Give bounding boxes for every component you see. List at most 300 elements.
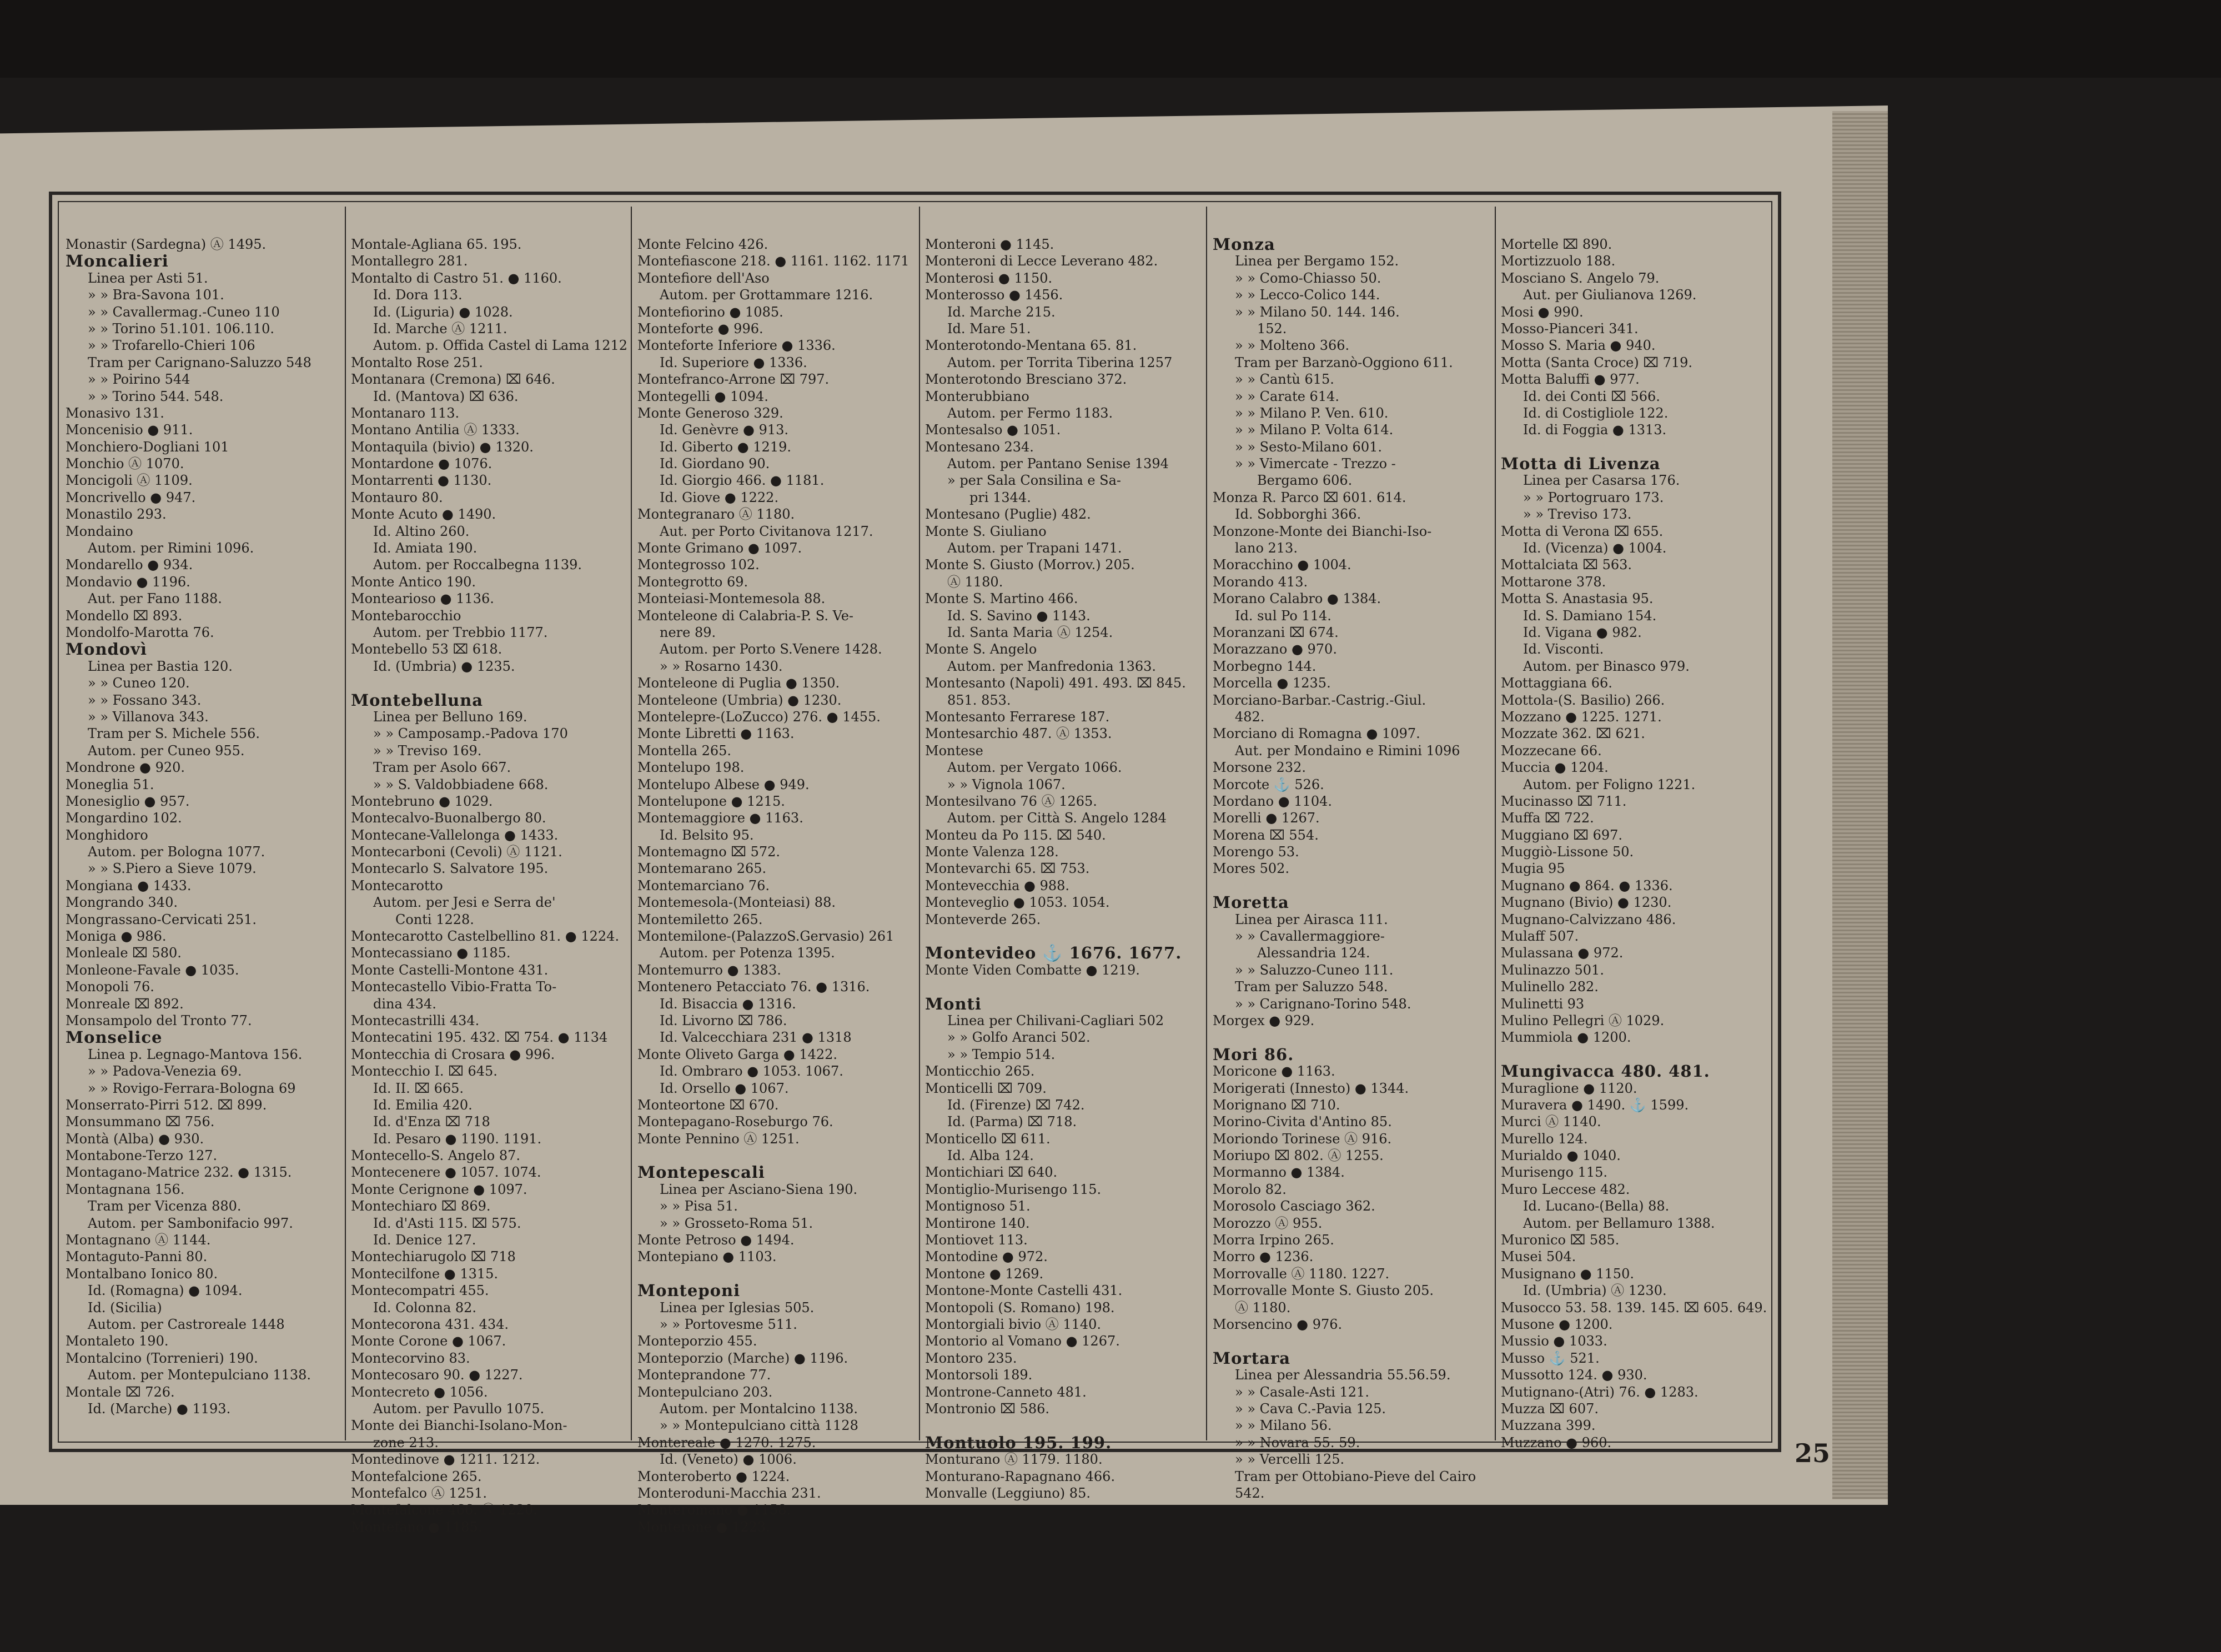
- index-entry: » » S. Valdobbiadene 668.: [373, 776, 549, 792]
- index-entry: Mondarello ● 934.: [66, 557, 193, 573]
- index-entry: » » Villanova 343.: [88, 709, 209, 725]
- index-column-3: [637, 236, 921, 1535]
- index-entry: [1213, 877, 1496, 894]
- index-entry: Id. (Romagna) ● 1094.: [88, 1283, 243, 1299]
- index-entry: Morano Calabro ● 1384.: [1213, 591, 1381, 607]
- index-entry: » » Fossano 343.: [88, 692, 202, 708]
- index-entry: Monteu da Po 115. ⌧ 540.: [925, 827, 1106, 843]
- index-entry: Montechiaro ⌧ 869.: [351, 1198, 491, 1214]
- index-entry: Mulinazzo 501.: [1501, 962, 1604, 978]
- index-entry: Montaleto 190.: [66, 1333, 169, 1349]
- index-entry: » » Molteno 366.: [1235, 338, 1350, 354]
- index-entry: Montefalco Ⓐ 1251.: [351, 1485, 488, 1501]
- index-entry: Mucinasso ⌧ 711.: [1501, 793, 1627, 809]
- index-entry: Autom. per Fermo 1183.: [947, 405, 1113, 421]
- index-entry: Moniga ● 986.: [66, 928, 167, 945]
- index-entry: Mondaino: [66, 523, 133, 539]
- index-entry: Montà (Alba) ● 930.: [66, 1131, 204, 1147]
- index-entry: Montaguto-Panni 80.: [66, 1249, 208, 1265]
- index-column-2: [351, 236, 634, 1535]
- index-entry: Mulino Pellegri Ⓐ 1029.: [1501, 1012, 1665, 1028]
- index-entry: Moncrivello ● 947.: [66, 489, 196, 505]
- index-entry: Id. Mare 51.: [947, 320, 1031, 337]
- index-entry: Id. (Parma) ⌧ 718.: [947, 1114, 1077, 1130]
- index-entry: » » Treviso 169.: [373, 742, 482, 759]
- index-entry: Monte S. Giuliano: [925, 523, 1047, 539]
- index-entry: Mozzate 362. ⌧ 621.: [1501, 726, 1645, 742]
- index-entry: Bergamo 606.: [1257, 473, 1353, 489]
- index-entry: Montagano-Matrice 232. ● 1315.: [66, 1164, 292, 1181]
- index-entry: Montefranco-Arrone ⌧ 797.: [637, 371, 830, 388]
- index-entry: Id. (Umbria) ● 1235.: [373, 658, 515, 674]
- index-entry: Monte Valenza 128.: [925, 844, 1059, 860]
- index-entry: zone 213.: [373, 1434, 439, 1450]
- index-entry: Morazzano ● 970.: [1213, 641, 1337, 657]
- index-entry: Id. (Umbria) Ⓐ 1230.: [1523, 1283, 1667, 1299]
- index-entry: [1213, 1029, 1496, 1046]
- index-entry: » » Saluzzo-Cuneo 111.: [1235, 962, 1394, 978]
- index-entry: Id. Sobborghi 366.: [1235, 506, 1361, 523]
- index-entry: Monteleone di Calabria-P. S. Ve-: [637, 607, 854, 624]
- index-entry: Mortelle ⌧ 890.: [1501, 237, 1612, 252]
- index-entry: Montevarchi 65. ⌧ 753.: [925, 861, 1090, 877]
- index-entry: Montecatini 195. 432. ⌧ 754. ● 1134: [351, 1030, 608, 1046]
- index-entry: » » Carignano-Torino 548.: [1235, 996, 1411, 1012]
- index-entry: Morciano di Romagna ● 1097.: [1213, 726, 1420, 742]
- section-heading: Moretta: [1213, 893, 1289, 912]
- index-entry: Id. Visconti.: [1523, 641, 1604, 657]
- index-entry: Monte Pennino Ⓐ 1251.: [637, 1131, 800, 1147]
- index-entry: Montedinove ● 1211. 1212.: [351, 1452, 540, 1468]
- index-entry: » » Sesto-Milano 601.: [1235, 439, 1382, 455]
- index-entry: Mottarone 378.: [1501, 574, 1606, 590]
- index-entry: Montese: [925, 742, 983, 759]
- index-entry: [351, 675, 634, 691]
- index-entry: Mulinetti 93: [1501, 996, 1585, 1012]
- index-entry: Montagnana 156.: [66, 1181, 185, 1197]
- index-entry: » » Tempio 514.: [947, 1046, 1056, 1062]
- section-heading: Monselice: [66, 1028, 163, 1047]
- index-entry: Alessandria 124.: [1257, 945, 1370, 961]
- index-entry: Monterubbiano: [925, 388, 1029, 404]
- index-entry: Autom. per Torrita Tiberina 1257: [947, 354, 1173, 370]
- index-entry: Mormanno ● 1384.: [1213, 1164, 1345, 1181]
- index-entry: Montepiano ● 1103.: [637, 1249, 777, 1265]
- index-entry: Montesarchio 487. Ⓐ 1353.: [925, 726, 1112, 742]
- index-entry: Montagnano Ⓐ 1144.: [66, 1232, 211, 1248]
- section-heading: Montevideo ⚓ 1676. 1677.: [925, 943, 1182, 963]
- index-entry: » » Vimercate - Trezzo -: [1235, 456, 1396, 472]
- index-entry: Montesilvano 76 Ⓐ 1265.: [925, 793, 1097, 809]
- index-entry: » » Milano P. Volta 614.: [1235, 422, 1394, 438]
- index-entry: Muffa ⌧ 722.: [1501, 810, 1594, 826]
- index-entry: Montecarotto: [351, 877, 443, 893]
- index-entry: Monteroduni-Macchia 231.: [637, 1485, 821, 1501]
- index-entry: Tram per Ottobiano-Pieve del Cairo: [1235, 1468, 1476, 1484]
- index-entry: » » Casale-Asti 121.: [1235, 1384, 1369, 1400]
- index-entry: Montefalcone 466. Ⓐ 1220.: [351, 1502, 537, 1518]
- index-entry: » per Sala Consilina e Sa-: [947, 473, 1122, 489]
- index-entry: Montelupo Albese ● 949.: [637, 776, 810, 792]
- index-entry: Aut. per Fano 1188.: [88, 591, 222, 607]
- index-entry: Muronico ⌧ 585.: [1501, 1232, 1620, 1248]
- index-entry: Morro ● 1236.: [1213, 1249, 1314, 1265]
- index-entry: 851. 853.: [947, 692, 1011, 708]
- index-entry: Id. S. Damiano 154.: [1523, 607, 1657, 624]
- index-entry: Mosso-Pianceri 341.: [1501, 320, 1639, 337]
- index-entry: Mordano ● 1104.: [1213, 793, 1332, 809]
- index-entry: Morsone 232.: [1213, 760, 1306, 776]
- index-entry: Linea per Asciano-Siena 190.: [660, 1181, 858, 1197]
- index-entry: Mulinello 282.: [1501, 979, 1599, 995]
- index-entry: nere 89.: [660, 624, 716, 640]
- index-entry: Linea per Alessandria 55.56.59.: [1235, 1367, 1451, 1383]
- index-entry: » » Vercelli 125.: [1235, 1452, 1345, 1468]
- index-entry: Murci Ⓐ 1140.: [1501, 1114, 1601, 1130]
- index-entry: Morigerati (Innesto) ● 1344.: [1213, 1080, 1409, 1096]
- index-entry: Monte Cerignone ● 1097.: [351, 1181, 527, 1197]
- index-entry: Morolo 82.: [1213, 1181, 1287, 1197]
- index-entry: Tram per Asolo 667.: [373, 760, 511, 776]
- index-entry: Montebruno ● 1029.: [351, 793, 493, 809]
- index-entry: [1501, 439, 1784, 455]
- index-entry: Id. Giorgio 466. ● 1181.: [660, 473, 825, 489]
- index-entry: Montecarboni (Cevoli) Ⓐ 1121.: [351, 844, 562, 860]
- index-entry: Montecane-Vallelonga ● 1433.: [351, 827, 559, 843]
- index-entry: Monchiero-Dogliani 101: [66, 439, 229, 455]
- index-entry: » » Grosseto-Roma 51.: [660, 1215, 813, 1231]
- index-entry: Monte Generoso 329.: [637, 405, 783, 421]
- index-entry: Linea per Belluno 169.: [373, 709, 527, 725]
- index-entry: Montegelli ● 1094.: [637, 388, 768, 404]
- index-entry: Montecenere ● 1057. 1074.: [351, 1164, 541, 1181]
- index-column-6: [1501, 236, 1784, 1450]
- index-entry: Muraglione ● 1120.: [1501, 1080, 1637, 1096]
- index-entry: Moranzani ⌧ 674.: [1213, 624, 1339, 640]
- index-entry: Id. Emilia 420.: [373, 1097, 473, 1113]
- index-entry: Monte Oliveto Garga ● 1422.: [637, 1046, 837, 1062]
- index-entry: Montemiletto 265.: [637, 911, 763, 927]
- index-entry: Morcella ● 1235.: [1213, 675, 1331, 691]
- index-entry: Linea per Bastia 120.: [88, 658, 233, 674]
- index-entry: Montegrosso 102.: [637, 557, 760, 573]
- index-entry: Monte S. Martino 466.: [925, 591, 1078, 607]
- index-entry: Monte Antico 190.: [351, 574, 476, 590]
- index-entry: 482.: [1235, 709, 1265, 725]
- index-entry: Id. Amiata 190.: [373, 540, 478, 556]
- index-entry: Monte Corone ● 1067.: [351, 1333, 506, 1349]
- index-entry: Monte Petroso ● 1494.: [637, 1232, 795, 1248]
- index-entry: » » S.Piero a Sieve 1079.: [88, 861, 257, 877]
- index-entry: Mottola-(S. Basilio) 266.: [1501, 692, 1665, 708]
- index-entry: Autom. per Grottammare 1216.: [660, 287, 873, 303]
- index-entry: » » Portovesme 511.: [660, 1317, 797, 1332]
- index-entry: Id. Dora 113.: [373, 287, 463, 303]
- index-entry: Mosciano S. Angelo 79.: [1501, 270, 1660, 286]
- index-entry: Id. II. ⌧ 665.: [373, 1080, 464, 1096]
- index-entry: Morozzo Ⓐ 955.: [1213, 1215, 1323, 1231]
- index-entry: Linea p. Legnago-Mantova 156.: [88, 1046, 303, 1062]
- index-entry: [1213, 1333, 1496, 1349]
- index-entry: Monteortone ⌧ 670.: [637, 1097, 779, 1113]
- index-entry: Tram per Barzanò-Oggiono 611.: [1235, 354, 1453, 370]
- index-entry: Autom. per Montepulciano 1138.: [88, 1367, 311, 1383]
- index-entry: Mugnano-Calvizzano 486.: [1501, 911, 1676, 927]
- index-entry: Montemilone-(PalazzoS.Gervasio) 261: [637, 928, 895, 945]
- index-entry: Muravera ● 1490. ⚓ 1599.: [1501, 1097, 1689, 1113]
- index-entry: Moncigoli Ⓐ 1109.: [66, 473, 193, 489]
- index-entry: » » Montepulciano città 1128: [660, 1418, 858, 1434]
- index-entry: Montecorona 431. 434.: [351, 1317, 509, 1332]
- index-entry: Monesiglio ● 957.: [66, 793, 190, 809]
- index-entry: Mottalciata ⌧ 563.: [1501, 557, 1632, 573]
- index-entry: Montecchio I. ⌧ 645.: [351, 1063, 498, 1079]
- index-entry: » » Camposamp.-Padova 170: [373, 726, 568, 742]
- index-entry: Montemagno ⌧ 572.: [637, 844, 781, 860]
- index-entry: Montano Antilia Ⓐ 1333.: [351, 422, 520, 438]
- index-entry: Morengo 53.: [1213, 844, 1299, 860]
- index-entry: Monteforte Inferiore ● 1336.: [637, 338, 836, 354]
- index-entry: Autom. per Trebbio 1177.: [373, 624, 548, 640]
- index-entry: Id. Vigana ● 982.: [1523, 624, 1642, 640]
- index-entry: Id. Orsello ● 1067.: [660, 1080, 789, 1096]
- index-entry: Motta S. Anastasia 95.: [1501, 591, 1654, 607]
- index-entry: Aut. per Porto Civitanova 1217.: [660, 523, 873, 539]
- index-entry: Montecilfone ● 1315.: [351, 1266, 499, 1282]
- index-entry: Mozzano ● 1225. 1271.: [1501, 709, 1662, 725]
- index-entry: Muccia ● 1204.: [1501, 760, 1609, 776]
- index-entry: Montecosaro 90. ● 1227.: [351, 1367, 523, 1383]
- index-entry: Mondavio ● 1196.: [66, 574, 190, 590]
- index-entry: Monterotondo-Mentana 65. 81.: [925, 338, 1137, 354]
- index-entry: Autom. per Trapani 1471.: [947, 540, 1122, 556]
- index-entry: Monteiasi-Montemesola 88.: [637, 591, 826, 607]
- index-column-4: [925, 236, 1208, 1501]
- index-entry: Montemaggiore ● 1163.: [637, 810, 803, 826]
- index-entry: Montecchia di Crosara ● 996.: [351, 1046, 555, 1062]
- index-entry: » » Milano 56.: [1235, 1418, 1332, 1434]
- index-entry: Mummiola ● 1200.: [1501, 1030, 1631, 1046]
- index-entry: [925, 978, 1208, 995]
- index-entry: Aut. per Mondaino e Rimini 1096: [1235, 742, 1460, 759]
- index-entry: Monteporzio (Marche) ● 1196.: [637, 1350, 848, 1366]
- index-entry: Montesanto (Napoli) 491. 493. ⌧ 845.: [925, 675, 1186, 691]
- index-entry: pri 1344.: [969, 489, 1031, 505]
- index-entry: 152.: [1257, 320, 1287, 337]
- index-entry: » » Lecco-Colico 144.: [1235, 287, 1380, 303]
- index-entry: Musignano ● 1150.: [1501, 1266, 1634, 1282]
- index-entry: Motta Baluffi ● 977.: [1501, 371, 1640, 388]
- index-entry: » » Vignola 1067.: [947, 776, 1066, 792]
- index-entry: Moracchino ● 1004.: [1213, 557, 1351, 573]
- index-entry: Id. Superiore ● 1336.: [660, 354, 807, 370]
- index-entry: Mutignano-(Atri) 76. ● 1283.: [1501, 1384, 1699, 1400]
- index-entry: » » Padova-Venezia 69.: [88, 1063, 242, 1079]
- index-entry: Mussotto 124. ● 930.: [1501, 1367, 1647, 1383]
- index-entry: Muggiò-Lissone 50.: [1501, 844, 1634, 860]
- section-heading: Monteponi: [637, 1281, 741, 1300]
- index-entry: Id. Ombraro ● 1053. 1067.: [660, 1063, 843, 1079]
- index-entry: Montorgiali bivio Ⓐ 1140.: [925, 1317, 1102, 1332]
- index-entry: Montone ● 1269.: [925, 1266, 1044, 1282]
- index-entry: Monte Grimano ● 1097.: [637, 540, 802, 556]
- index-entry: » » Cavallermaggiore-: [1235, 928, 1385, 945]
- index-entry: Montenero Petacciato 76. ● 1316.: [637, 979, 870, 995]
- index-entry: Monleone-Favale ● 1035.: [66, 962, 239, 978]
- index-entry: Mongiana ● 1433.: [66, 877, 192, 893]
- index-entry: Ⓐ 1180.: [1235, 1299, 1291, 1315]
- index-entry: Muzzano ● 960.: [1501, 1434, 1612, 1450]
- index-entry: Id. d'Enza ⌧ 718: [373, 1114, 490, 1130]
- index-entry: Morcote ⚓ 526.: [1213, 776, 1324, 792]
- index-entry: Id. di Costigliole 122.: [1523, 405, 1669, 421]
- index-entry: » » Milano 50. 144. 146.: [1235, 304, 1400, 320]
- index-entry: Monterone ● 1223.: [637, 1519, 770, 1535]
- index-entry: Linea per Casarsa 176.: [1523, 473, 1680, 489]
- index-entry: 542.: [1235, 1485, 1265, 1501]
- index-entry: Id. S. Savino ● 1143.: [947, 607, 1091, 624]
- index-entry: Mongrando 340.: [66, 895, 178, 911]
- index-entry: » » Treviso 173.: [1523, 506, 1632, 523]
- index-entry: Montemarano 265.: [637, 861, 767, 877]
- index-entry: Montalto Rose 251.: [351, 354, 483, 370]
- index-entry: Montecassiano ● 1185.: [351, 945, 511, 961]
- index-entry: Tram per Carignano-Saluzzo 548: [88, 354, 311, 370]
- index-entry: Mondolfo-Marotta 76.: [66, 624, 214, 640]
- index-entry: Mozzecane 66.: [1501, 742, 1602, 759]
- index-entry: Id. (Liguria) ● 1028.: [373, 304, 513, 320]
- index-entry: Muzza ⌧ 607.: [1501, 1400, 1599, 1417]
- index-entry: Moriupo ⌧ 802. Ⓐ 1255.: [1213, 1148, 1384, 1164]
- index-entry: Autom. per Sambonifacio 997.: [88, 1215, 293, 1231]
- index-entry: Mondrone ● 920.: [66, 760, 185, 776]
- index-entry: Id. Genèvre ● 913.: [660, 422, 789, 438]
- index-entry: Monte dei Bianchi-Isolano-Mon-: [351, 1418, 567, 1434]
- index-entry: Autom. per Montalcino 1138.: [660, 1400, 858, 1417]
- index-entry: Montecastello Vibio-Fratta To-: [351, 979, 557, 995]
- section-heading: Montepescali: [637, 1163, 765, 1182]
- index-entry: Montereale ● 1270. 1275.: [637, 1434, 816, 1450]
- index-entry: » » Torino 51.101. 106.110.: [88, 320, 275, 337]
- index-entry: Montauro 80.: [351, 489, 443, 505]
- index-entry: Autom. per Jesi e Serra de': [373, 895, 556, 911]
- index-entry: Morosolo Casciago 362.: [1213, 1198, 1375, 1214]
- index-entry: Autom. per Cuneo 955.: [88, 742, 245, 759]
- index-entry: Moricone ● 1163.: [1213, 1063, 1335, 1079]
- index-entry: Monturano Ⓐ 1179. 1180.: [925, 1452, 1103, 1468]
- index-entry: Ⓐ 1180.: [947, 574, 1003, 590]
- index-entry: Montesalso ● 1051.: [925, 422, 1061, 438]
- index-entry: Id. d'Asti 115. ⌧ 575.: [373, 1215, 521, 1231]
- index-entry: Linea per Chilivani-Cagliari 502: [947, 1012, 1164, 1028]
- index-entry: Montarrenti ● 1130.: [351, 473, 492, 489]
- index-entry: » » Carate 614.: [1235, 388, 1339, 404]
- index-entry: » » Cavallermag.-Cuneo 110: [88, 304, 280, 320]
- index-entry: Montiglio-Murisengo 115.: [925, 1181, 1102, 1197]
- index-entry: Montefiorino ● 1085.: [637, 304, 783, 320]
- index-entry: Monticchio 265.: [925, 1063, 1035, 1079]
- index-entry: Id. Denice 127.: [373, 1232, 476, 1248]
- index-entry: Tram per Vicenza 880.: [88, 1198, 242, 1214]
- index-entry: Id. (Sicilia): [88, 1299, 162, 1315]
- index-entry: Mussio ● 1033.: [1501, 1333, 1607, 1349]
- index-entry: Monreale ⌧ 892.: [66, 996, 184, 1012]
- index-entry: Montesano 234.: [925, 439, 1034, 455]
- index-entry: Moncenisio ● 911.: [66, 422, 193, 438]
- index-entry: Monterosi ● 1150.: [925, 270, 1053, 286]
- index-entry: Autom. per Città S. Angelo 1284: [947, 810, 1167, 826]
- index-entry: » » Rosarno 1430.: [660, 658, 783, 674]
- index-column-5: [1213, 235, 1496, 1501]
- index-entry: Montallegro 281.: [351, 253, 468, 269]
- index-entry: Monticello ⌧ 611.: [925, 1131, 1051, 1147]
- index-entry: Montecreto ● 1056.: [351, 1384, 488, 1400]
- index-entry: Id. dei Conti ⌧ 566.: [1523, 388, 1660, 404]
- index-entry: Monteprandone 77.: [637, 1367, 771, 1383]
- index-entry: Morelli ● 1267.: [1213, 810, 1320, 826]
- index-entry: Autom. per Pavullo 1075.: [373, 1400, 545, 1417]
- index-entry: Montella 265.: [637, 742, 732, 759]
- index-entry: Montalto di Castro 51. ● 1160.: [351, 270, 562, 286]
- index-entry: Monastilo 293.: [66, 506, 167, 523]
- index-entry: Montabone-Terzo 127.: [66, 1148, 218, 1164]
- index-entry: Id. (Mantova) ⌧ 636.: [373, 388, 519, 404]
- index-entry: Tram per Saluzzo 548.: [1235, 979, 1388, 995]
- index-entry: Monsummano ⌧ 756.: [66, 1114, 215, 1130]
- index-entry: Montefiascone 218. ● 1161. 1162. 1171: [637, 253, 909, 269]
- index-entry: Id. Livorno ⌧ 786.: [660, 1012, 787, 1028]
- index-entry: Conti 1228.: [395, 911, 474, 927]
- index-entry: Linea per Airasca 111.: [1235, 911, 1388, 927]
- index-entry: » » Torino 544. 548.: [88, 388, 224, 404]
- index-entry: » » Portogruaro 173.: [1523, 489, 1664, 505]
- index-entry: Monteporzio 455.: [637, 1333, 757, 1349]
- index-entry: » » Poirino 544: [88, 371, 190, 388]
- index-entry: Aut. per Giulianova 1269.: [1523, 287, 1697, 303]
- index-entry: Monopoli 76.: [66, 979, 154, 995]
- index-entry: Id. Giberto ● 1219.: [660, 439, 791, 455]
- index-entry: Monastir (Sardegna) Ⓐ 1495.: [66, 237, 267, 252]
- index-entry: Id. Lucano-(Bella) 88.: [1523, 1198, 1670, 1214]
- index-entry: Id. Altino 260.: [373, 523, 470, 539]
- index-entry: Montalcino (Torrenieri) 190.: [66, 1350, 258, 1366]
- index-entry: » » Cantù 615.: [1235, 371, 1334, 388]
- index-entry: Morino-Civita d'Antino 85.: [1213, 1114, 1392, 1130]
- index-entry: [1501, 1046, 1784, 1063]
- index-entry: » » Bra-Savona 101.: [88, 287, 224, 303]
- index-entry: Mugnano ● 864. ● 1336.: [1501, 877, 1673, 893]
- index-entry: Monticelli ⌧ 709.: [925, 1080, 1047, 1096]
- index-entry: Autom. per Roccalbegna 1139.: [373, 557, 582, 573]
- index-entry: Mondello ⌧ 893.: [66, 607, 183, 624]
- index-entry: Autom. per Bologna 1077.: [88, 844, 265, 860]
- index-entry: Montone-Monte Castelli 431.: [925, 1283, 1123, 1299]
- index-entry: » » Rovigo-Ferrara-Bologna 69: [88, 1080, 296, 1096]
- index-entry: Moriondo Torinese Ⓐ 916.: [1213, 1131, 1392, 1147]
- index-entry: Muro Leccese 482.: [1501, 1181, 1630, 1197]
- index-entry: Monghidoro: [66, 827, 148, 843]
- index-entry: » » Cuneo 120.: [88, 675, 190, 691]
- index-entry: Autom. per Porto S.Venere 1428.: [660, 641, 882, 657]
- index-entry: [637, 1147, 921, 1164]
- index-entry: Murialdo ● 1040.: [1501, 1148, 1621, 1164]
- index-entry: Murisengo 115.: [1501, 1164, 1608, 1181]
- index-entry: Musocco 53. 58. 139. 145. ⌧ 605. 649.: [1501, 1299, 1767, 1315]
- index-entry: [925, 928, 1208, 945]
- index-entry: Monte S. Angelo: [925, 641, 1037, 657]
- section-heading: Mondovì: [66, 640, 148, 659]
- index-entry: Mortizzuolo 188.: [1501, 253, 1616, 269]
